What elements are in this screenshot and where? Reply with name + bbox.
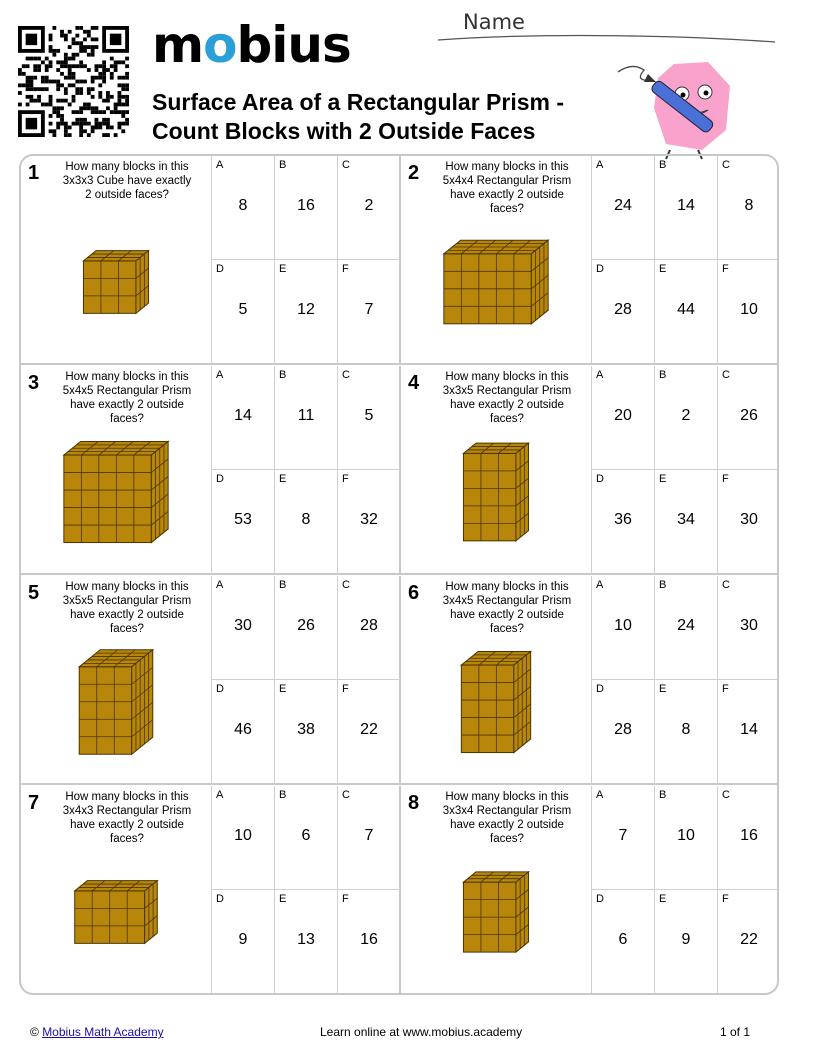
option-letter: B — [279, 159, 287, 171]
option-letter: E — [659, 893, 667, 905]
answer-option-f[interactable] — [337, 680, 400, 784]
option-value: 14 — [740, 721, 758, 738]
name-label: Name — [463, 10, 525, 34]
option-letter: B — [659, 789, 667, 801]
option-value: 9 — [681, 931, 691, 948]
question-text: How many blocks in this 3x4x5 Rectangular Prism have exactly 2 outside faces? — [442, 581, 572, 635]
answer-option-a[interactable] — [211, 156, 274, 260]
question-text: How many blocks in this 3x5x5 Rectangular Prism have exactly 2 outside faces? — [62, 581, 192, 635]
option-letter: C — [342, 369, 350, 381]
option-value: 8 — [744, 197, 754, 214]
name-underline[interactable] — [430, 30, 780, 54]
option-letter: E — [279, 263, 287, 275]
question-number: 5 — [28, 582, 40, 604]
option-value: 6 — [301, 827, 311, 844]
answer-option-d[interactable] — [591, 260, 654, 364]
option-value: 32 — [360, 511, 378, 528]
answer-option-f[interactable] — [337, 470, 400, 574]
title-line-1: Surface Area of a Rectangular Prism - — [152, 89, 565, 115]
question-cell — [401, 366, 779, 575]
question-cell — [401, 786, 779, 995]
question-text: How many blocks in this 3x3x3 Cube have exactly 2 outside faces? — [62, 161, 192, 201]
option-letter: B — [279, 369, 287, 381]
answer-option-d[interactable] — [211, 680, 274, 784]
option-value: 28 — [614, 721, 632, 738]
footer-link[interactable]: Mobius Math Academy — [42, 1025, 164, 1039]
option-value: 34 — [677, 511, 695, 528]
option-letter: A — [216, 369, 224, 381]
answer-option-f[interactable] — [337, 260, 400, 364]
question-text: How many blocks in this 5x4x5 Rectangular Prism have exactly 2 outside faces? — [62, 371, 192, 425]
question-number: 6 — [408, 582, 420, 604]
option-value: 14 — [677, 197, 695, 214]
prism-diagram — [401, 786, 591, 995]
footer-copyright — [30, 1025, 164, 1039]
answer-option-a[interactable] — [211, 366, 274, 470]
prism-diagram — [21, 576, 211, 785]
answer-option-f[interactable] — [337, 890, 400, 994]
option-value: 26 — [740, 407, 758, 424]
option-value: 5 — [364, 407, 374, 424]
qr-code-icon — [18, 26, 129, 137]
option-value: 10 — [234, 827, 252, 844]
option-letter: F — [722, 263, 729, 275]
option-letter: C — [342, 579, 350, 591]
prism-diagram — [401, 576, 591, 785]
question-cell — [21, 156, 401, 365]
answer-option-b[interactable] — [274, 156, 337, 260]
answer-option-b[interactable] — [654, 366, 717, 470]
option-letter: F — [722, 473, 729, 485]
option-letter: F — [722, 683, 729, 695]
option-letter: A — [216, 789, 224, 801]
option-value: 22 — [740, 931, 758, 948]
question-number: 2 — [408, 162, 420, 184]
answer-option-d[interactable] — [591, 680, 654, 784]
option-letter: D — [596, 263, 604, 275]
prism-diagram — [401, 366, 591, 575]
prism-diagram — [21, 786, 211, 995]
answer-option-e[interactable] — [274, 470, 337, 574]
option-letter: A — [216, 579, 224, 591]
answer-option-a[interactable] — [591, 156, 654, 260]
option-value: 10 — [740, 301, 758, 318]
option-letter: C — [722, 579, 730, 591]
title-line-2: Count Blocks with 2 Outside Faces — [152, 118, 536, 144]
prism-diagram — [21, 366, 211, 575]
answer-option-c[interactable] — [717, 576, 779, 680]
option-letter: B — [279, 789, 287, 801]
answer-option-a[interactable] — [211, 576, 274, 680]
answer-option-c[interactable] — [337, 576, 400, 680]
answer-option-b[interactable] — [274, 786, 337, 890]
option-letter: B — [279, 579, 287, 591]
option-letter: F — [342, 263, 349, 275]
option-letter: E — [659, 263, 667, 275]
answer-option-a[interactable] — [211, 786, 274, 890]
page-title — [152, 88, 564, 146]
option-letter: F — [342, 893, 349, 905]
question-number: 4 — [408, 372, 420, 394]
question-number: 1 — [28, 162, 40, 184]
option-value: 12 — [297, 301, 315, 318]
option-value: 11 — [297, 407, 315, 424]
answer-option-f[interactable] — [717, 890, 779, 994]
option-value: 8 — [681, 721, 691, 738]
option-value: 16 — [360, 931, 378, 948]
option-value: 6 — [618, 931, 628, 948]
option-value: 28 — [614, 301, 632, 318]
answer-option-f[interactable] — [717, 680, 779, 784]
answer-option-e[interactable] — [274, 890, 337, 994]
option-letter: C — [722, 789, 730, 801]
option-value: 30 — [234, 617, 252, 634]
option-letter: A — [216, 159, 224, 171]
option-value: 38 — [297, 721, 315, 738]
question-number: 3 — [28, 372, 40, 394]
answer-option-b[interactable] — [654, 156, 717, 260]
question-cell — [21, 576, 401, 785]
option-letter: D — [216, 263, 224, 275]
question-number: 7 — [28, 792, 40, 814]
option-value: 36 — [614, 511, 632, 528]
answer-option-c[interactable] — [717, 366, 779, 470]
option-letter: F — [342, 473, 349, 485]
answer-option-a[interactable] — [591, 786, 654, 890]
option-value: 13 — [297, 931, 315, 948]
answer-option-e[interactable] — [274, 260, 337, 364]
option-letter: C — [722, 159, 730, 171]
answer-option-e[interactable] — [654, 890, 717, 994]
pencil-mascot-icon — [612, 52, 752, 162]
question-text: How many blocks in this 3x3x5 Rectangular Prism have exactly 2 outside faces? — [442, 371, 572, 425]
answer-option-c[interactable] — [337, 366, 400, 470]
question-cell — [401, 576, 779, 785]
option-value: 30 — [740, 511, 758, 528]
mobius-logo: mobius — [152, 16, 351, 74]
option-value: 7 — [364, 827, 374, 844]
answer-option-f[interactable] — [717, 470, 779, 574]
option-value: 14 — [234, 407, 252, 424]
option-value: 16 — [740, 827, 758, 844]
option-letter: D — [596, 683, 604, 695]
option-letter: A — [596, 789, 604, 801]
option-letter: C — [342, 789, 350, 801]
answer-option-d[interactable] — [211, 260, 274, 364]
option-value: 10 — [677, 827, 695, 844]
option-letter: F — [722, 893, 729, 905]
copyright-symbol: © — [30, 1025, 39, 1039]
option-value: 26 — [297, 617, 315, 634]
option-value: 24 — [614, 197, 632, 214]
answer-option-a[interactable] — [591, 366, 654, 470]
answer-option-d[interactable] — [591, 890, 654, 994]
answer-option-b[interactable] — [654, 576, 717, 680]
option-value: 28 — [360, 617, 378, 634]
option-letter: D — [216, 473, 224, 485]
option-letter: F — [342, 683, 349, 695]
option-value: 16 — [297, 197, 315, 214]
answer-option-e[interactable] — [654, 470, 717, 574]
answer-option-d[interactable] — [591, 470, 654, 574]
option-value: 22 — [360, 721, 378, 738]
answer-option-c[interactable] — [717, 786, 779, 890]
question-cell — [21, 366, 401, 575]
question-cell — [401, 156, 779, 365]
option-value: 46 — [234, 721, 252, 738]
option-letter: A — [596, 369, 604, 381]
answer-option-e[interactable] — [654, 680, 717, 784]
option-letter: D — [216, 893, 224, 905]
question-text: How many blocks in this 3x3x4 Rectangular Prism have exactly 2 outside faces? — [442, 791, 572, 845]
option-letter: D — [596, 893, 604, 905]
option-value: 24 — [677, 617, 695, 634]
option-value: 7 — [364, 301, 374, 318]
option-letter: C — [342, 159, 350, 171]
option-letter: E — [659, 683, 667, 695]
answer-option-e[interactable] — [274, 680, 337, 784]
option-letter: D — [596, 473, 604, 485]
prism-diagram — [401, 156, 591, 365]
prism-diagram — [21, 156, 211, 365]
option-letter: E — [279, 473, 287, 485]
option-letter: C — [722, 369, 730, 381]
answer-option-b[interactable] — [654, 786, 717, 890]
option-value: 8 — [301, 511, 311, 528]
option-letter: B — [659, 579, 667, 591]
option-value: 30 — [740, 617, 758, 634]
footer-center-text: Learn online at www.mobius.academy — [320, 1025, 523, 1039]
option-letter: E — [279, 893, 287, 905]
option-letter: B — [659, 159, 667, 171]
option-value: 2 — [364, 197, 374, 214]
answer-option-c[interactable] — [337, 786, 400, 890]
option-value: 9 — [238, 931, 248, 948]
answer-option-b[interactable] — [274, 576, 337, 680]
question-text: How many blocks in this 3x4x3 Rectangular Prism have exactly 2 outside faces? — [62, 791, 192, 845]
answer-option-a[interactable] — [591, 576, 654, 680]
worksheet-grid — [19, 154, 779, 995]
answer-option-d[interactable] — [211, 470, 274, 574]
answer-option-f[interactable] — [717, 260, 779, 364]
option-letter: E — [659, 473, 667, 485]
question-number: 8 — [408, 792, 420, 814]
option-value: 8 — [238, 197, 248, 214]
option-value: 20 — [614, 407, 632, 424]
option-value: 44 — [677, 301, 695, 318]
question-text: How many blocks in this 5x4x4 Rectangular Prism have exactly 2 outside faces? — [442, 161, 572, 215]
option-value: 53 — [234, 511, 252, 528]
option-letter: A — [596, 579, 604, 591]
option-letter: B — [659, 369, 667, 381]
answer-option-e[interactable] — [654, 260, 717, 364]
answer-option-d[interactable] — [211, 890, 274, 994]
option-value: 2 — [681, 407, 691, 424]
page-number: 1 of 1 — [720, 1025, 751, 1039]
option-letter: D — [216, 683, 224, 695]
answer-option-c[interactable] — [337, 156, 400, 260]
option-value: 5 — [238, 301, 248, 318]
answer-option-b[interactable] — [274, 366, 337, 470]
answer-option-c[interactable] — [717, 156, 779, 260]
question-cell — [21, 786, 401, 995]
option-letter: A — [596, 159, 604, 171]
option-value: 10 — [614, 617, 632, 634]
option-letter: E — [279, 683, 287, 695]
option-value: 7 — [618, 827, 628, 844]
